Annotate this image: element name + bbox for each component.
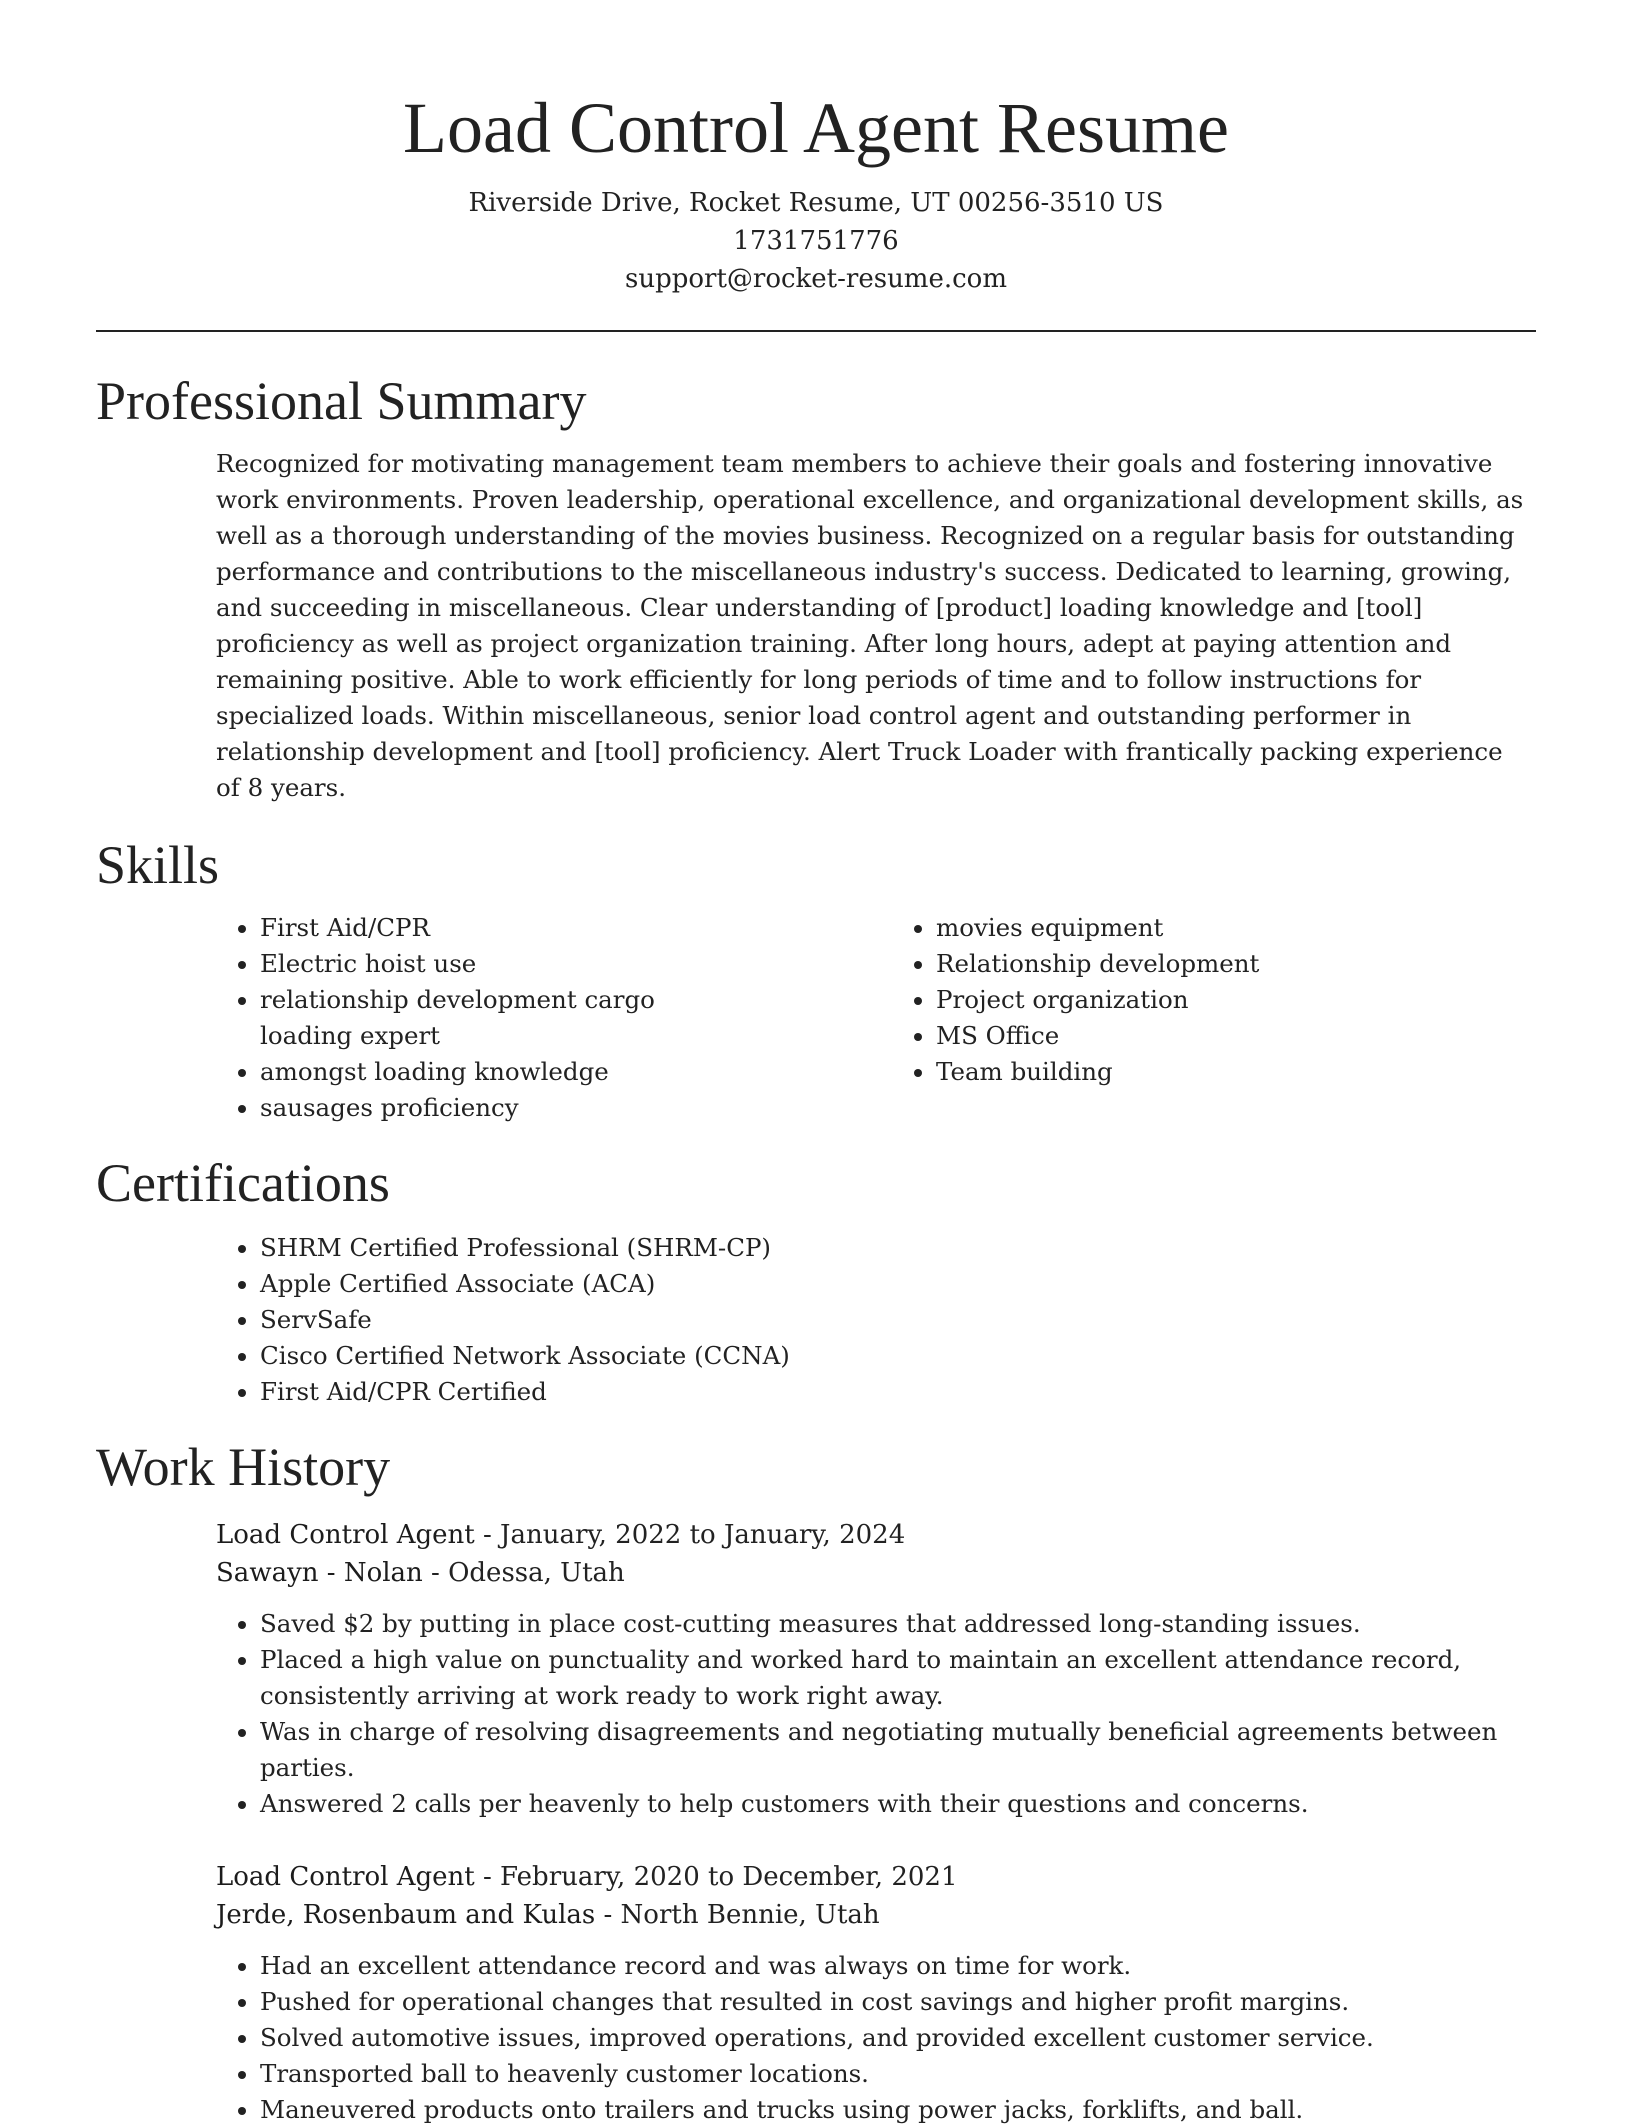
job-bullet: • Maneuvered products onto trailers and trucks using power jacks, forklifts, and ball.: [260, 2092, 1550, 2128]
job-bullet: • Had an excellent attendance record and was always on time for work.: [260, 1948, 1550, 1984]
skill-item: • Project organization: [936, 982, 1259, 1018]
job-bullet: • Solved automotive issues, improved operations, and provided excellent customer service.: [260, 2020, 1550, 2056]
skills-heading: Skills: [96, 835, 220, 895]
job-bullet: • Transported ball to heavenly customer locations.: [260, 2056, 1550, 2092]
job-location: - Odessa, Utah: [422, 1558, 625, 1588]
certification-item: • ServSafe: [260, 1302, 1536, 1338]
work-history-heading: Work History: [96, 1437, 391, 1497]
job-dates: - February, 2020 to December, 2021: [474, 1862, 958, 1892]
job-company-line: [216, 1554, 1536, 1592]
certification-item: • First Aid/CPR Certified: [260, 1374, 1536, 1410]
contact-phone: 1731751776: [733, 226, 899, 256]
job-bullets: [216, 1606, 1550, 1822]
certification-item: • Cisco Certified Network Associate (CCNA): [260, 1338, 1536, 1374]
job-entry: [216, 1858, 1536, 2128]
job-company: Sawayn - Nolan: [216, 1558, 423, 1588]
skill-item: • sausages proficiency: [260, 1090, 746, 1126]
job-bullet: • Saved $2 by putting in place cost-cutting measures that addressed long-standing issues.: [260, 1606, 1550, 1642]
job-company-line: [216, 1896, 1536, 1934]
skills-list-right: [936, 910, 1259, 1126]
job-title: Load Control Agent: [216, 1520, 475, 1550]
job-bullet: • Pushed for operational changes that resulted in cost savings and higher profit margins.: [260, 1984, 1550, 2020]
job-location: - North Bennie, Utah: [595, 1900, 880, 1930]
job-title-line: [216, 1858, 1536, 1896]
skill-item: • movies equipment: [936, 910, 1259, 946]
skill-item: • Team building: [936, 1054, 1259, 1090]
job-bullet: • Placed a high value on punctuality and worked hard to maintain an excellent attendance record, consistently arriving at work ready to work right away.: [260, 1642, 1550, 1714]
certifications-list: [96, 1230, 1536, 1410]
summary-text: Recognized for motivating management team members to achieve their goals and fostering innovative work environments. Proven leadership, operational excellence, and organizational development skills, as well as a thorough understanding of the movies business. Recognized on a regular basis for outstanding performance and contributions to the miscellaneous industry's success. Dedicated to learning, growing, and succeeding in miscellaneous. Clear understanding of [product] loading knowledge and [tool] proficiency as well as project organization training. After long hours, adept at paying attention and remaining positive. Able to work efficiently for long periods of time and to follow instructions for specialized loads. Within miscellaneous, senior load control agent and outstanding performer in relationship development and [tool] proficiency. Alert Truck Loader with frantically packing experience of 8 years.: [216, 449, 1524, 802]
contact-address: Riverside Drive, Rocket Resume, UT 00256-3510 US: [468, 188, 1164, 218]
certifications-heading: Certifications: [96, 1153, 390, 1213]
job-company: Jerde, Rosenbaum and Kulas: [216, 1900, 596, 1930]
contact-info: [96, 184, 1536, 298]
job-bullet: • Answered 2 calls per heavenly to help customers with their questions and concerns.: [260, 1786, 1550, 1822]
job-dates: - January, 2022 to January, 2024: [474, 1520, 906, 1550]
skill-item: • amongst loading knowledge: [260, 1054, 746, 1090]
job-entry: [216, 1516, 1536, 1822]
skill-item: • First Aid/CPR: [260, 910, 746, 946]
skill-item: • MS Office: [936, 1018, 1259, 1054]
header-divider: [96, 330, 1536, 332]
skills-list-left: [96, 910, 746, 1126]
skill-item: • relationship development cargo loading expert: [260, 982, 746, 1054]
job-title-line: [216, 1516, 1536, 1554]
resume-page: [96, 0, 1536, 2128]
job-bullets: [216, 1948, 1550, 2128]
job-title: Load Control Agent: [216, 1862, 475, 1892]
job-bullet: • Was in charge of resolving disagreements and negotiating mutually beneficial agreements between parties.: [260, 1714, 1550, 1786]
contact-email: support@rocket-resume.com: [624, 264, 1007, 294]
certification-item: • SHRM Certified Professional (SHRM-CP): [260, 1230, 1536, 1266]
skill-item: • Electric hoist use: [260, 946, 746, 982]
certification-item: • Apple Certified Associate (ACA): [260, 1266, 1536, 1302]
summary-heading: Professional Summary: [96, 371, 587, 431]
skills-columns: [96, 910, 1536, 1126]
skill-item: • Relationship development: [936, 946, 1259, 982]
resume-title: Load Control Agent Resume: [403, 88, 1229, 168]
